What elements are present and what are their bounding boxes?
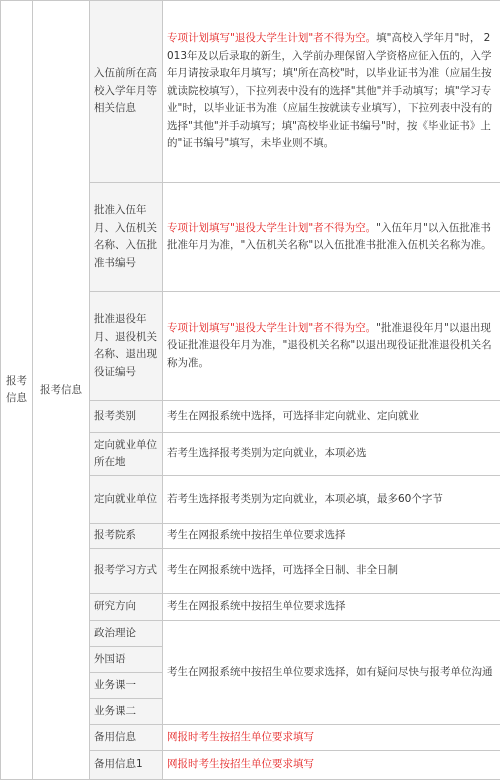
description-text: "入伍年月"以入伍批准书批准年月为准，"入伍机关名称"以入伍批准书批准入伍机关名称为准。: [167, 222, 492, 252]
field-description: 若考生选择报考类别为定向就业，本项必填，最多60个字节: [163, 476, 500, 524]
field-description: [163, 292, 500, 401]
field-label: 报考类别: [90, 401, 163, 433]
field-label: 报考学习方式: [90, 549, 163, 594]
field-label: 业务课一: [90, 673, 163, 699]
field-description: 考生在网报系统中按招生单位要求选择: [163, 594, 500, 621]
section-cell: 报考信息: [1, 1, 33, 780]
field-description: 考生在网报系统中按招生单位要求选择，如有疑问尽快与报考单位沟通: [163, 621, 500, 725]
field-label: 入伍前所在高校入学年月等相关信息: [90, 1, 163, 183]
description-text: 填"高校入学年月"时， 2013年及以后录取的新生，入学前办理保留入学资格应征入伍的，入学年月请按录取年月填写；填"所在高校"时，以毕业证书为准（应届生按就读院校填写），下拉列表中没有的选择"其他"并手动填写；填"学习专业"时，以毕业证书为准（应届生按就读专业填写），下拉列表中没有的选择"其他"并手动填写；填"高校毕业证书编号"时，按《毕业证书》上的"证书编号"填写，未毕业则不填。: [167, 32, 492, 149]
required-note: 专项计划填写"退役大学生计划"者不得为空。: [167, 222, 376, 234]
field-label: 定向就业单位: [90, 476, 163, 524]
field-label: 批准退役年月、退役机关名称、退出现役证编号: [90, 292, 163, 401]
required-note: 专项计划填写"退役大学生计划"者不得为空。: [167, 32, 376, 44]
field-label: 业务课二: [90, 699, 163, 725]
subsection-cell: 报考信息: [33, 1, 90, 780]
field-label: 外国语: [90, 647, 163, 673]
field-description: 考生在网报系统中选择，可选择全日制、非全日制: [163, 549, 500, 594]
field-label: 研究方向: [90, 594, 163, 621]
field-label: 批准入伍年月、入伍机关名称、入伍批准书编号: [90, 183, 163, 292]
field-description: 网报时考生按招生单位要求填写: [163, 725, 500, 751]
required-note: 专项计划填写"退役大学生计划"者不得为空。: [167, 322, 376, 334]
field-description: [163, 1, 500, 183]
field-label: 报考院系: [90, 524, 163, 549]
field-description: 考生在网报系统中选择，可选择非定向就业、定向就业: [163, 401, 500, 433]
field-label: 备用信息: [90, 725, 163, 751]
field-label: 备用信息1: [90, 751, 163, 780]
field-label: 政治理论: [90, 621, 163, 647]
field-label: 定向就业单位所在地: [90, 433, 163, 476]
field-description: 网报时考生按招生单位要求填写: [163, 751, 500, 780]
field-description: 考生在网报系统中按招生单位要求选择: [163, 524, 500, 549]
field-description: 若考生选择报考类别为定向就业，本项必选: [163, 433, 500, 476]
description-text: "批准退役年月"以退出现役证批准退役年月为准，"退役机关名称"以退出现役证批准退役机关名称为准。: [167, 322, 492, 369]
table-row: [1, 1, 500, 183]
field-description: [163, 183, 500, 292]
